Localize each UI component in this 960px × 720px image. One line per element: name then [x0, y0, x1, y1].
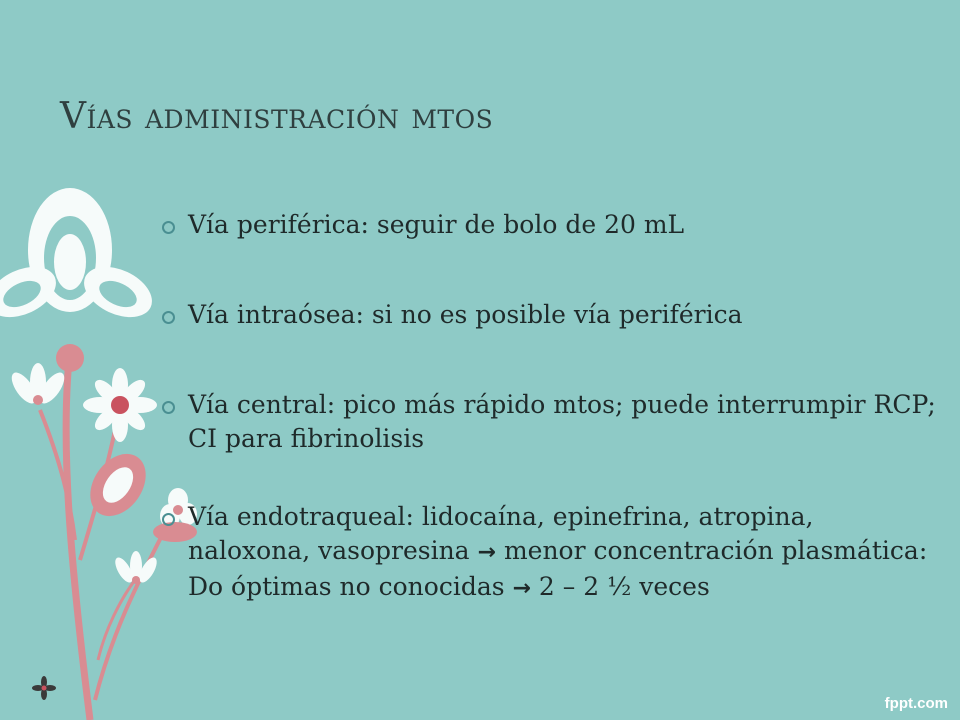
bullet-item — [162, 298, 942, 332]
bullet-text: Vía periférica: seguir de bolo de 20 mL — [188, 210, 685, 239]
brand-watermark: fppt.com — [884, 695, 948, 712]
bullet-list — [162, 208, 942, 606]
right-arrow-icon: → — [477, 540, 496, 565]
bullet-text: Vía intraósea: si no es posible vía periférica — [188, 300, 743, 329]
bullet-item — [162, 208, 942, 242]
bullet-item — [162, 500, 942, 606]
right-arrow-icon: → — [512, 576, 531, 601]
bullet-text-part: Vía endotraqueal: lidocaína, epinefrina, atropina, naloxona, vasopresina — [188, 502, 814, 565]
bullet-text: Vía central: pico más rápido mtos; puede interrumpir RCP; CI para fibrinolisis — [188, 390, 936, 453]
bullet-item — [162, 388, 942, 456]
circle-bullet-icon — [162, 221, 175, 234]
circle-bullet-icon — [162, 401, 175, 414]
slide-title: Vías administración mtos — [60, 96, 494, 137]
bullet-text-part: 2 – 2 ½ veces — [538, 572, 710, 601]
circle-bullet-icon — [162, 513, 175, 526]
bullet-text-part: menor concentración plasmática: Do óptimas no conocidas — [188, 536, 928, 601]
circle-bullet-icon — [162, 311, 175, 324]
